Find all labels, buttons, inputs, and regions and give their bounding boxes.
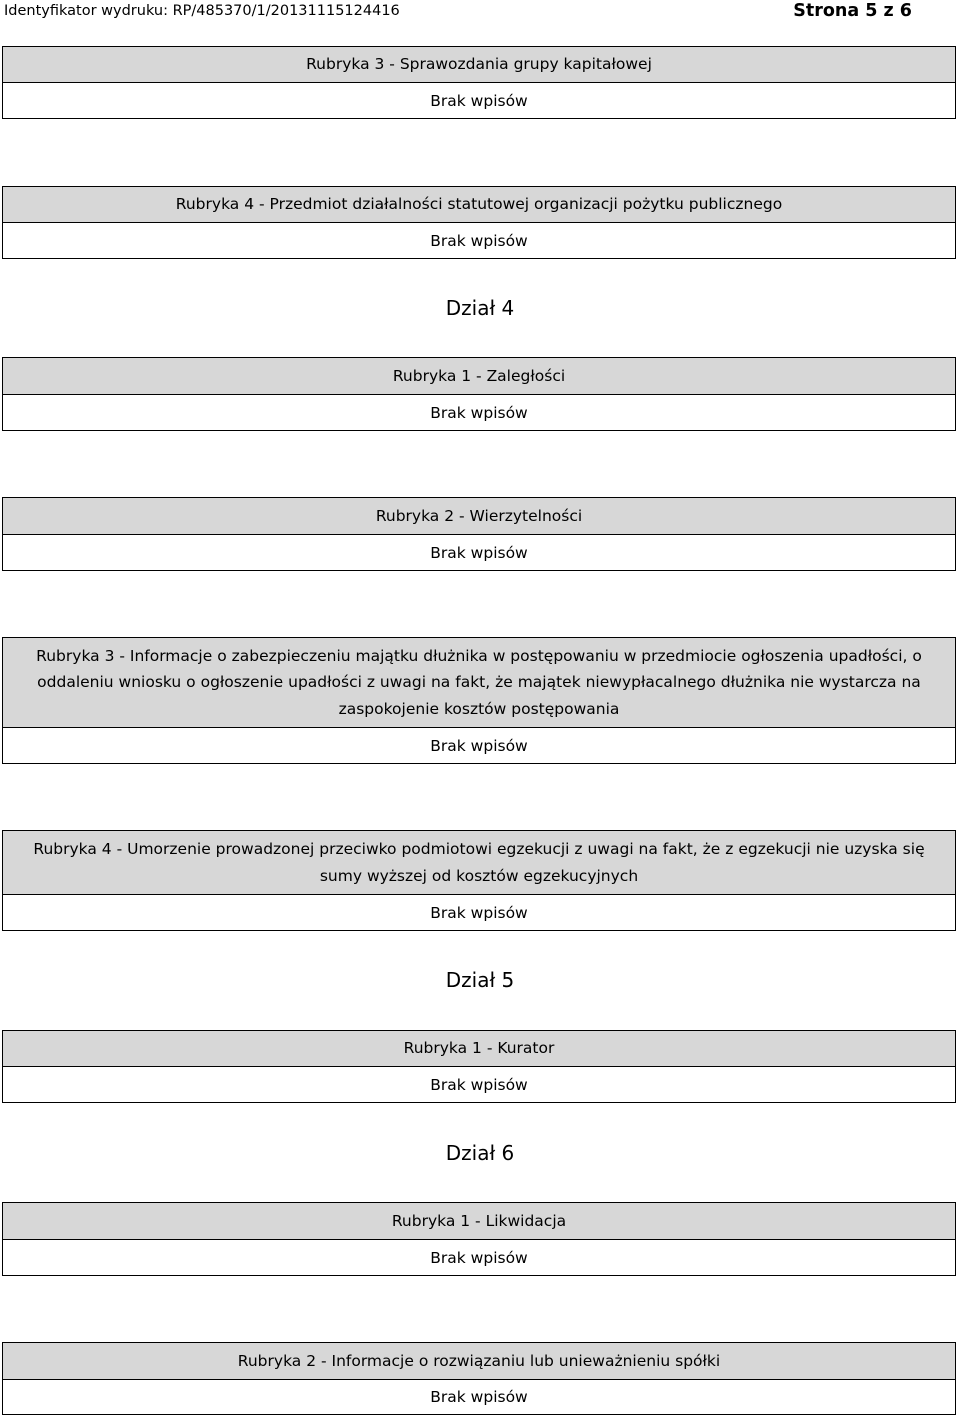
section-box	[2, 357, 956, 431]
section-content: Brak wpisów	[3, 1380, 955, 1414]
division-heading: Dział 6	[445, 1141, 515, 1165]
section-box	[2, 497, 956, 571]
section-title: Rubryka 2 - Informacje o rozwiązaniu lub unieważnieniu spółki	[3, 1343, 955, 1380]
section-box	[2, 830, 956, 931]
section-title: Rubryka 1 - Zaległości	[3, 358, 955, 395]
section-title: Rubryka 3 - Sprawozdania grupy kapitałowej	[3, 47, 955, 83]
division-heading: Dział 4	[445, 296, 515, 320]
section-box	[2, 637, 956, 764]
section-box	[2, 1030, 956, 1103]
section-title: Rubryka 2 - Wierzytelności	[3, 498, 955, 535]
section-content: Brak wpisów	[3, 535, 955, 570]
page-number: Strona 5 z 6	[793, 1, 912, 21]
section-title: Rubryka 4 - Przedmiot działalności statutowej organizacji pożytku publicznego	[3, 187, 955, 223]
section-box	[2, 186, 956, 259]
print-identifier: Identyfikator wydruku: RP/485370/1/20131115124416	[4, 3, 400, 19]
section-content: Brak wpisów	[3, 1067, 955, 1102]
section-title: Rubryka 1 - Likwidacja	[3, 1203, 955, 1240]
section-content: Brak wpisów	[3, 223, 955, 258]
section-title: Rubryka 4 - Umorzenie prowadzonej przeciwko podmiotowi egzekucji z uwagi na fakt, że z egzekucji nie uzyska się sumy wyższej od kosztów egzekucyjnych	[3, 831, 955, 895]
section-content: Brak wpisów	[3, 83, 955, 118]
section-content: Brak wpisów	[3, 1240, 955, 1275]
section-content: Brak wpisów	[3, 895, 955, 930]
section-title: Rubryka 3 - Informacje o zabezpieczeniu majątku dłużnika w postępowaniu w przedmiocie ogłoszenia upadłości, o oddaleniu wniosku o ogłoszenie upadłości z uwagi na fakt, że majątek niewypłacalnego dłużnika nie wystarcza na zaspokojenie kosztów postępowania	[3, 638, 955, 728]
section-box	[2, 1342, 956, 1415]
section-content: Brak wpisów	[3, 395, 955, 430]
section-box	[2, 46, 956, 119]
section-box	[2, 1202, 956, 1276]
section-content: Brak wpisów	[3, 728, 955, 763]
section-title: Rubryka 1 - Kurator	[3, 1031, 955, 1067]
division-heading: Dział 5	[445, 968, 515, 992]
